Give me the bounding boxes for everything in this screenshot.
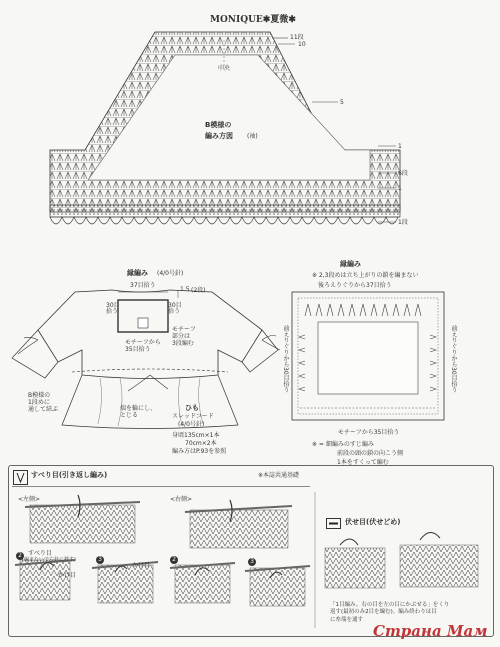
row-label-1a: 1: [398, 143, 402, 150]
dress-section-title: 縁編み: [127, 269, 148, 277]
motif-pick-label: モチーフから 35目拾う: [125, 339, 161, 354]
neck-depth-sub: (2段): [191, 287, 206, 294]
cord-length-2: 70cm×2本: [185, 440, 217, 447]
fusedome-title: 伏せ目(伏せどめ): [345, 518, 401, 526]
cord-title: ひも: [185, 404, 199, 412]
row-label-1-bottom: 1段: [398, 219, 408, 226]
chart-title-line1: B模様の: [205, 121, 232, 129]
chart-title-line2: 編み方図: [205, 132, 233, 140]
suberi-title: すべり目(引き返し編み): [31, 471, 108, 479]
fusedome-caption: 「1目編み、右の目を左の目にかぶせる」をくり 返す(最初のみ2目を編む)。編み終わりは目 に糸端を通す: [330, 602, 450, 623]
right-pick-label: 30目 拾う: [168, 302, 182, 315]
cord-needle: (4/0号針): [178, 421, 205, 428]
cord-name: スレッドコード: [172, 413, 214, 420]
row-label-10: 10: [298, 41, 306, 48]
step-2-marker: 2: [16, 552, 24, 560]
motif-note: モチーフ 部分は 3段編む: [172, 326, 196, 348]
suberi-step-label-sub: (編まないで右針に移す): [22, 557, 76, 563]
right-side-label: <右側>: [170, 496, 193, 503]
center-label: 中央: [218, 65, 231, 72]
step-3-right-marker: 3: [248, 558, 256, 566]
edge-note: ※ 2,3段めは立ち上がりの鎖を編まない: [312, 272, 419, 279]
row-label-6: 6段: [398, 170, 408, 177]
chart-title-paren: (袖): [247, 133, 258, 140]
neck-depth-label: 1.5: [180, 286, 190, 293]
edge-legend-3: 1本をすくって編む: [337, 459, 389, 466]
tie-end-note: 端を輪にし、 とじる: [120, 405, 157, 420]
edge-right-side: 前えりぐりから30目拾う: [450, 325, 457, 393]
cord-reference: 編み方はP.93を参照: [172, 448, 227, 455]
edge-left-side: 前えりぐりから30目拾う: [282, 325, 289, 393]
neck-width-label: 37目拾う: [130, 282, 156, 289]
fusedome-symbol-icon: [326, 518, 341, 529]
edge-bottom-pick: モチーフから35目拾う: [338, 429, 400, 436]
step-3-marker: 3: [96, 556, 104, 564]
edge-title: 縁編み: [340, 260, 361, 268]
kakeme-label-2: かけ目: [132, 562, 151, 569]
suberi-step-label: すべり目: [28, 550, 52, 557]
row-label-5: 5: [340, 99, 344, 106]
edge-legend-1: ※ = 細編みのすじ編み: [312, 441, 374, 448]
edge-legend-2: 前段の頭の鎖の向こう側: [337, 450, 404, 457]
step-2-right-marker: 2: [170, 556, 178, 564]
row-label-1b: 1: [398, 185, 402, 192]
sleeve-tie-note: B模様の 1段めに 通して結ぶ: [28, 392, 59, 414]
row-label-11: 11段: [290, 34, 304, 41]
suberi-note: ※本誌共通基礎: [258, 472, 300, 479]
watermark-top: MONIQUE✱夏微✱: [210, 15, 296, 25]
kakeme-label-1: かけ目: [58, 572, 77, 579]
watermark-footer: Страна Мам: [373, 622, 488, 640]
cord-length-1: 身頃135cm×1本: [172, 432, 220, 439]
left-side-label: <左側>: [18, 496, 41, 503]
dress-section-sub: (4/0号針): [157, 270, 184, 277]
left-pick-label: 30目 拾う: [106, 302, 120, 315]
edge-top-pick: 後ろえりぐりから37目拾う: [318, 282, 392, 289]
